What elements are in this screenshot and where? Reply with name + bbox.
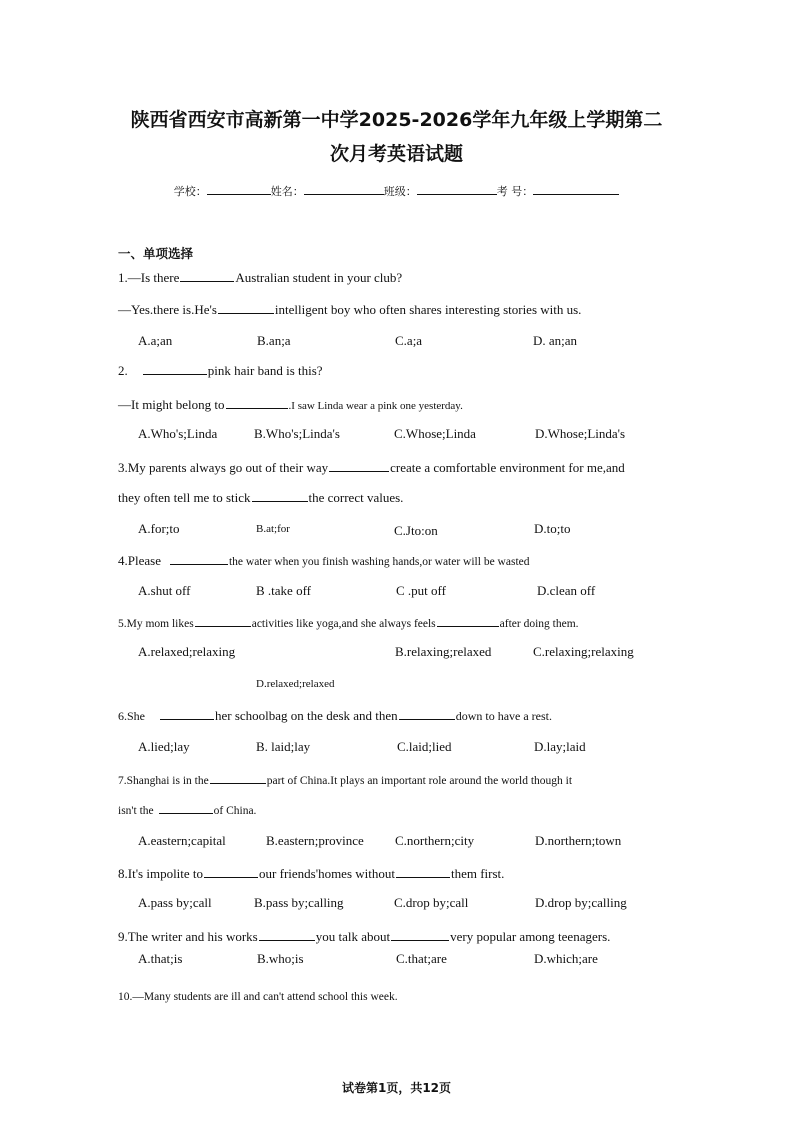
q5-option-a: A.relaxed;relaxing bbox=[138, 644, 236, 659]
q5-text-b: activities like yoga,and she always feels bbox=[251, 618, 436, 630]
q3-option-d: D.to;to bbox=[534, 521, 571, 536]
q9-option-c: C.that;are bbox=[396, 951, 447, 966]
q6-blank-2 bbox=[399, 706, 455, 720]
q4-option-a: A.shut off bbox=[138, 583, 191, 598]
q7-blank-1 bbox=[210, 770, 266, 784]
question-2-line-1 bbox=[118, 361, 323, 380]
page-footer: 试卷第1页，共12页 bbox=[341, 1081, 452, 1095]
q7-text-d: of China. bbox=[213, 805, 257, 817]
q4-text-a: 4.Please bbox=[118, 553, 161, 568]
q7-option-b: B.eastern;province bbox=[266, 833, 364, 848]
q2-text-b: pink hair band is this? bbox=[207, 363, 323, 378]
school-label: 学校： bbox=[173, 185, 207, 198]
q2-text-d: .I saw Linda wear a pink one yesterday. bbox=[288, 400, 463, 412]
q5-option-d: D.relaxed;relaxed bbox=[256, 678, 335, 690]
q4-text-b: the water when you finish washing hands,or water will be wasted bbox=[228, 556, 530, 568]
q2-blank-1 bbox=[143, 361, 207, 375]
q3-option-c: C.Jto:on bbox=[394, 523, 438, 538]
question-3-line-2 bbox=[118, 488, 403, 507]
section-heading: 一、单项选择 bbox=[118, 246, 194, 261]
q3-text-a: 3.My parents always go out of their way bbox=[118, 460, 329, 475]
q6-option-a: A.lied;lay bbox=[138, 739, 190, 754]
q3-text-d: the correct values. bbox=[308, 490, 404, 505]
question-3-line-1 bbox=[118, 458, 625, 477]
q2-text-c: —It might belong to bbox=[118, 397, 225, 412]
q1-blank-2 bbox=[218, 300, 274, 314]
q5-text-c: after doing them. bbox=[499, 618, 579, 630]
q8-option-b: B.pass by;calling bbox=[254, 895, 344, 910]
q3-text-b: create a comfortable environment for me,and bbox=[390, 460, 625, 475]
q7-blank-2 bbox=[159, 800, 213, 814]
q3-blank-1 bbox=[329, 458, 389, 472]
q1-option-a: A.a;an bbox=[138, 333, 173, 348]
q1-text-b: Australian student in your club? bbox=[235, 270, 403, 285]
q2-text-a: 2. bbox=[118, 363, 128, 378]
q6-text-a: 6.She bbox=[118, 709, 145, 723]
document-title-line-2: 次月考英语试题 bbox=[329, 143, 463, 165]
q3-option-a: A.for;to bbox=[138, 521, 180, 536]
question-6-line-1 bbox=[118, 706, 552, 725]
question-7-line-1 bbox=[118, 770, 572, 790]
q2-option-b: B.Who's;Linda's bbox=[254, 426, 340, 441]
q8-blank-2 bbox=[396, 864, 450, 878]
q1-text-c: —Yes.there is.He's bbox=[118, 302, 217, 317]
q5-blank-2 bbox=[437, 613, 499, 627]
q7-option-c: C.northern;city bbox=[395, 833, 475, 848]
q7-text-b: part of China.It plays an important role around the world though it bbox=[266, 775, 573, 787]
q2-option-d: D.Whose;Linda's bbox=[535, 426, 626, 441]
question-4-line-1 bbox=[118, 551, 530, 571]
q5-option-c: C.relaxing;relaxing bbox=[533, 644, 634, 659]
q9-blank-2 bbox=[391, 927, 449, 941]
q5-text-a: 5.My mom likes bbox=[118, 618, 194, 630]
q8-option-c: C.drop by;call bbox=[394, 895, 469, 910]
q7-option-a: A.eastern;capital bbox=[138, 833, 226, 848]
name-blank bbox=[304, 183, 384, 195]
number-label: 考 号： bbox=[496, 185, 534, 198]
q5-option-b: B.relaxing;relaxed bbox=[395, 644, 492, 659]
q9-option-a: A.that;is bbox=[138, 951, 183, 966]
q9-text-a: 9.The writer and his works bbox=[118, 929, 258, 944]
number-blank bbox=[533, 183, 619, 195]
q1-text-d: intelligent boy who often shares interesting stories with us. bbox=[274, 302, 582, 317]
q2-option-a: A.Who's;Linda bbox=[138, 426, 218, 441]
q2-blank-2 bbox=[226, 395, 288, 409]
question-2-line-2 bbox=[118, 395, 463, 415]
question-9-line-1 bbox=[118, 927, 610, 946]
q4-option-d: D.clean off bbox=[537, 583, 596, 598]
q6-text-b: her schoolbag on the desk and then bbox=[215, 708, 398, 723]
q4-blank-1 bbox=[170, 551, 228, 565]
q6-option-d: D.lay;laid bbox=[534, 739, 586, 754]
student-info-row bbox=[0, 183, 793, 199]
question-5-line-1 bbox=[118, 613, 579, 633]
question-7-line-2 bbox=[118, 800, 256, 820]
name-label: 姓名： bbox=[270, 185, 304, 198]
q8-text-c: them first. bbox=[450, 866, 505, 881]
question-1-line-1 bbox=[118, 268, 402, 287]
q1-text-a: 1.—Is there bbox=[118, 270, 180, 285]
q1-option-c: C.a;a bbox=[395, 333, 423, 348]
q3-blank-2 bbox=[252, 488, 308, 502]
q9-option-d: D.which;are bbox=[534, 951, 598, 966]
q3-text-c: they often tell me to stick bbox=[118, 490, 251, 505]
q8-text-a: 8.It's impolite to bbox=[118, 866, 204, 881]
q1-blank-1 bbox=[180, 268, 234, 282]
q2-option-c: C.Whose;Linda bbox=[394, 426, 476, 441]
q8-text-b: our friends'homes without bbox=[259, 866, 395, 881]
question-10-line-1: 10.—Many students are ill and can't attend school this week. bbox=[118, 991, 398, 1003]
document-title-line-1: 陕西省西安市高新第一中学2025-2026学年九年级上学期第二 bbox=[130, 109, 663, 131]
q5-blank-1 bbox=[195, 613, 251, 627]
q8-option-d: D.drop by;calling bbox=[535, 895, 627, 910]
q8-option-a: A.pass by;call bbox=[138, 895, 212, 910]
q4-option-c: C .put off bbox=[396, 583, 446, 598]
q6-text-c: down to have a rest. bbox=[455, 709, 552, 723]
q7-text-c: isn't the bbox=[118, 805, 154, 817]
q8-blank-1 bbox=[204, 864, 258, 878]
q9-blank-1 bbox=[259, 927, 315, 941]
q9-text-c: very popular among teenagers. bbox=[450, 929, 611, 944]
q7-option-d: D.northern;town bbox=[535, 833, 622, 848]
question-8-line-1 bbox=[118, 864, 504, 883]
q9-text-b: you talk about bbox=[315, 929, 391, 944]
q9-option-b: B.who;is bbox=[257, 951, 304, 966]
q6-blank-1 bbox=[160, 706, 214, 720]
question-1-line-2 bbox=[118, 300, 581, 319]
school-blank bbox=[207, 183, 271, 195]
q1-option-d: D. an;an bbox=[533, 333, 578, 348]
q3-option-b: B.at;for bbox=[256, 523, 290, 535]
q4-option-b: B .take off bbox=[256, 583, 311, 598]
class-blank bbox=[417, 183, 497, 195]
q7-text-a: 7.Shanghai is in the bbox=[118, 775, 209, 787]
q6-option-b: B. laid;lay bbox=[256, 739, 311, 754]
q1-option-b: B.an;a bbox=[257, 333, 291, 348]
class-label: 班级： bbox=[383, 185, 417, 198]
q6-option-c: C.laid;lied bbox=[397, 739, 452, 754]
